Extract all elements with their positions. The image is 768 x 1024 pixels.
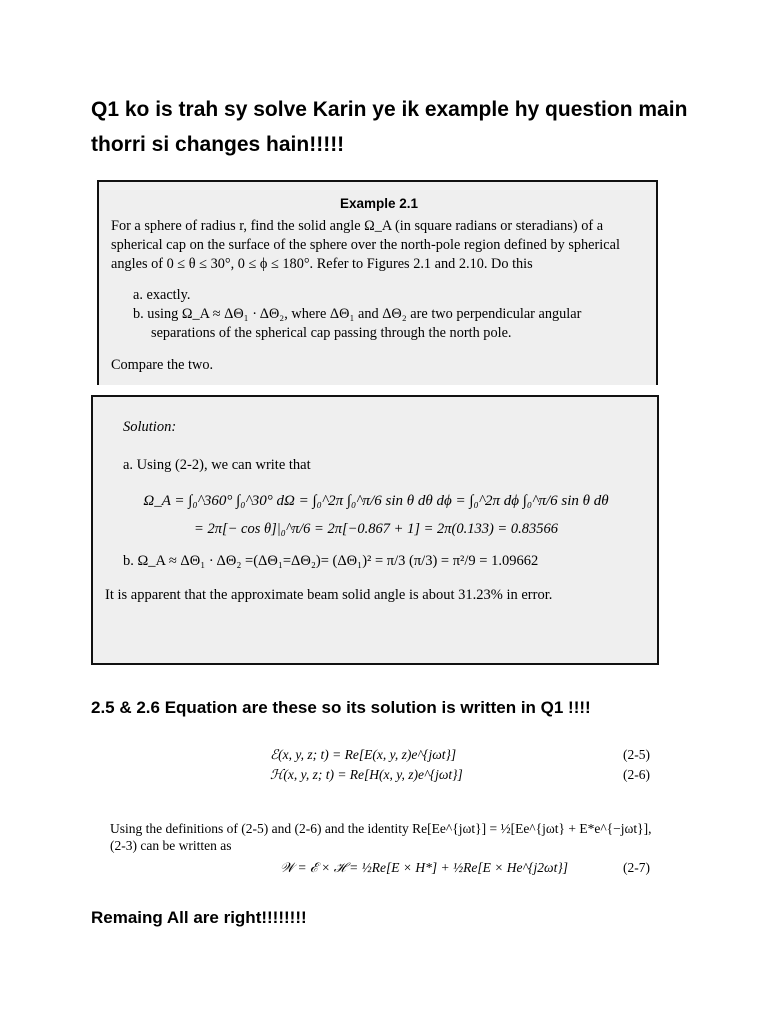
equation-2-5: [270, 745, 650, 765]
solution-part-a: a. Using (2-2), we can write that: [123, 457, 311, 473]
note-equations: 2.5 & 2.6 Equation are these so its solution is written in Q1 !!!!: [91, 698, 591, 717]
example-box: [97, 180, 658, 385]
example-part-a: a. exactly.: [133, 287, 191, 303]
example-body: For a sphere of radius r, find the solid angle Ω_A (in square radians or steradians) of a spherical cap on the surface of the sphere over the north-pole region defined by spherical angles of 0 ≤ θ ≤ 30°, 0 ≤ ϕ ≤ 180°. Refer to Figures 2.1 and 2.10. Do this: [111, 218, 620, 272]
equation-2-6-number: (2-6): [623, 767, 650, 782]
example-compare: Compare the two.: [111, 357, 214, 373]
note-remaining: Remaing All are right!!!!!!!!: [91, 908, 307, 927]
equation-2-7: [280, 858, 650, 878]
solution-equation-integral: Ω_A = ∫₀^360° ∫₀^30° dΩ = ∫₀^2π ∫₀^π/6 sin θ dθ dϕ = ∫₀^2π dϕ ∫₀^π/6 sin θ dθ: [143, 493, 609, 509]
example-parts: [133, 286, 647, 343]
example-part-b: b. using Ω_A ≈ ΔΘ₁ · ΔΘ₂, where ΔΘ₁ and ΔΘ₂ are two perpendicular angular separations of the spherical cap passing through the north pole.: [133, 306, 582, 341]
note-instruction: Q1 ko is trah sy solve Karin ye ik example hy question main thorri si changes hain!!!!!: [91, 98, 688, 156]
solution-equation-result: = 2π[− cos θ]|₀^π/6 = 2π[−0.867 + 1] = 2π(0.133) = 0.83566: [194, 521, 558, 537]
solution-box: [91, 395, 659, 665]
solution-part-b: b. Ω_A ≈ ΔΘ₁ · ΔΘ₂ =(ΔΘ₁=ΔΘ₂)= (ΔΘ₁)² = π/3 (π/3) = π²/9 = 1.09662: [123, 553, 539, 569]
equations-paragraph: Using the definitions of (2-5) and (2-6) and the identity Re[Ee^{jωt}] = ½[Ee^{jωt} + E*e^{−jωt}], (2-3) can be written as: [110, 820, 652, 853]
equation-2-5-text: ℰ(x, y, z; t) = Re[E(x, y, z)e^{jωt}]: [270, 747, 457, 762]
solution-heading: Solution:: [123, 419, 177, 435]
equation-2-6: [270, 765, 650, 785]
equation-2-7-text: 𝒲 = ℰ × ℋ = ½Re[E × H*] + ½Re[E × He^{j2ωt}]: [280, 860, 568, 875]
solution-conclusion: It is apparent that the approximate beam solid angle is about 31.23% in error.: [105, 587, 553, 603]
equation-2-5-number: (2-5): [623, 747, 650, 762]
example-title: Example 2.1: [339, 196, 419, 211]
equation-2-6-text: ℋ(x, y, z; t) = Re[H(x, y, z)e^{jωt}]: [270, 767, 463, 782]
equation-2-7-number: (2-7): [623, 860, 650, 875]
